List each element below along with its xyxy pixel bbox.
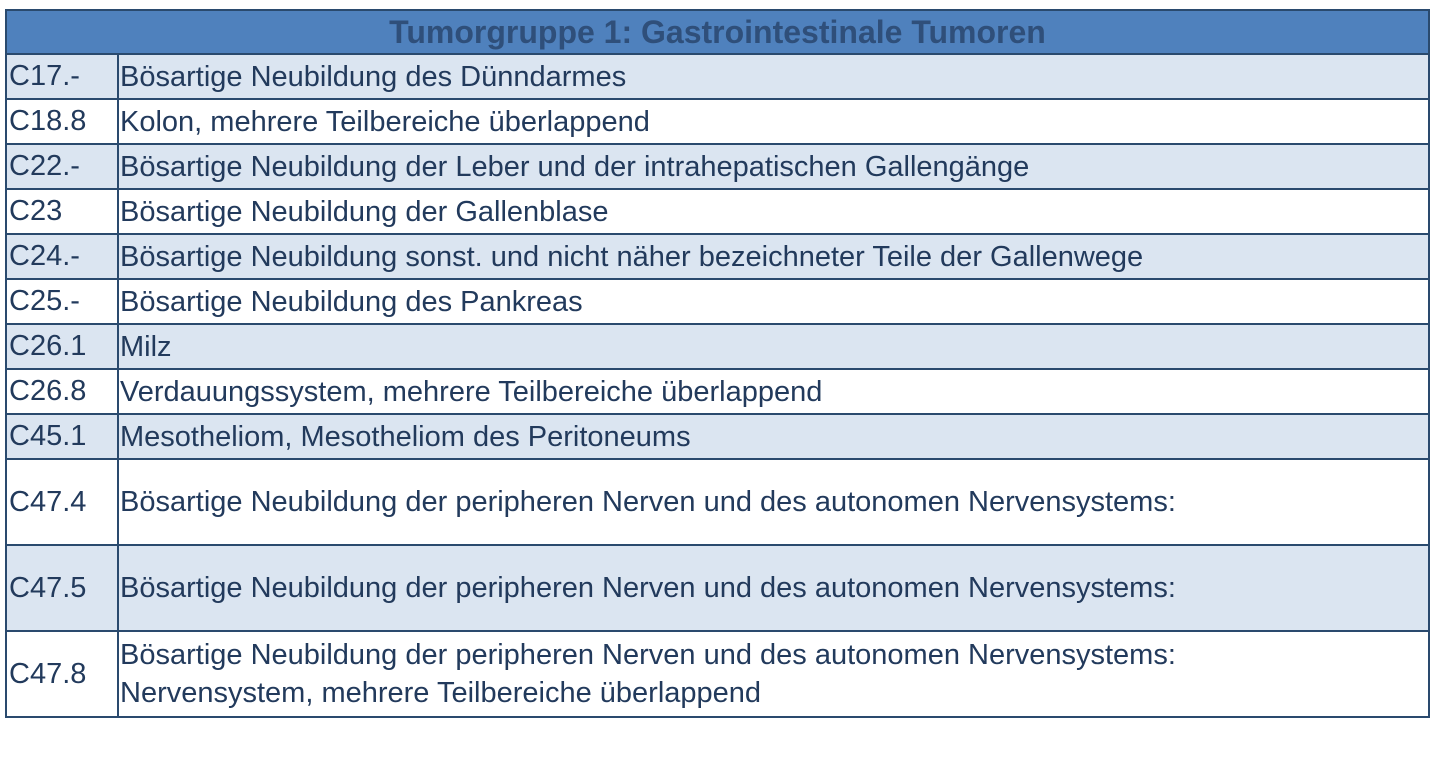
table-row <box>6 279 1429 324</box>
description-line: Nervensystem, mehrere Teilbereiche überlappend <box>120 677 762 709</box>
icd-code-cell: C47.4 <box>6 459 118 545</box>
table-row <box>6 54 1429 99</box>
description-cell <box>118 369 1429 414</box>
table-row <box>6 324 1429 369</box>
icd-code-cell: C24.- <box>6 234 118 279</box>
description-line: Kolon, mehrere Teilbereiche überlappend <box>120 105 650 138</box>
description-cell <box>118 324 1429 369</box>
table-row <box>6 545 1429 631</box>
table-title: Tumorgruppe 1: Gastrointestinale Tumoren <box>6 10 1429 54</box>
icd-code-cell: C26.1 <box>6 324 118 369</box>
description-line: Verdauungssystem, mehrere Teilbereiche überlappend <box>120 375 823 408</box>
description-cell <box>118 99 1429 144</box>
description-cell <box>118 189 1429 234</box>
description-cell <box>118 279 1429 324</box>
description-line: Bösartige Neubildung der Gallenblase <box>120 195 609 228</box>
icd-code-cell: C23 <box>6 189 118 234</box>
icd-code-cell: C47.5 <box>6 545 118 631</box>
description-cell <box>118 459 1429 545</box>
tumor-group-table <box>5 9 1430 718</box>
table-row <box>6 631 1429 717</box>
description-cell <box>118 144 1429 189</box>
description-line: Bösartige Neubildung der peripheren Nerven und des autonomen Nervensystems: <box>120 572 1176 604</box>
description-cell <box>118 414 1429 459</box>
table-row <box>6 99 1429 144</box>
table-header-row <box>6 10 1429 54</box>
description-line: Bösartige Neubildung der peripheren Nerven und des autonomen Nervensystems: <box>120 486 1176 518</box>
description-line: Bösartige Neubildung sonst. und nicht näher bezeichneter Teile der Gallenwege <box>120 240 1144 273</box>
icd-code-cell: C22.- <box>6 144 118 189</box>
table-row <box>6 144 1429 189</box>
description-line: Bösartige Neubildung der peripheren Nerven und des autonomen Nervensystems: <box>120 639 1176 671</box>
icd-code-cell: C18.8 <box>6 99 118 144</box>
table-row <box>6 189 1429 234</box>
icd-code-cell: C25.- <box>6 279 118 324</box>
description-cell <box>118 545 1429 631</box>
description-line: Bösartige Neubildung des Dünndarmes <box>120 60 627 93</box>
table-row <box>6 369 1429 414</box>
description-cell <box>118 54 1429 99</box>
table-body <box>6 54 1429 717</box>
icd-code-cell: C47.8 <box>6 631 118 717</box>
table-row <box>6 414 1429 459</box>
icd-code-cell: C26.8 <box>6 369 118 414</box>
description-line: Milz <box>120 330 172 363</box>
icd-code-cell: C17.- <box>6 54 118 99</box>
icd-code-cell: C45.1 <box>6 414 118 459</box>
description-cell <box>118 631 1429 717</box>
description-line: Mesotheliom, Mesotheliom des Peritoneums <box>120 420 691 453</box>
description-line: Bösartige Neubildung des Pankreas <box>120 285 583 318</box>
table-row <box>6 234 1429 279</box>
description-cell <box>118 234 1429 279</box>
description-line: Bösartige Neubildung der Leber und der intrahepatischen Gallengänge <box>120 150 1030 183</box>
table-row <box>6 459 1429 545</box>
